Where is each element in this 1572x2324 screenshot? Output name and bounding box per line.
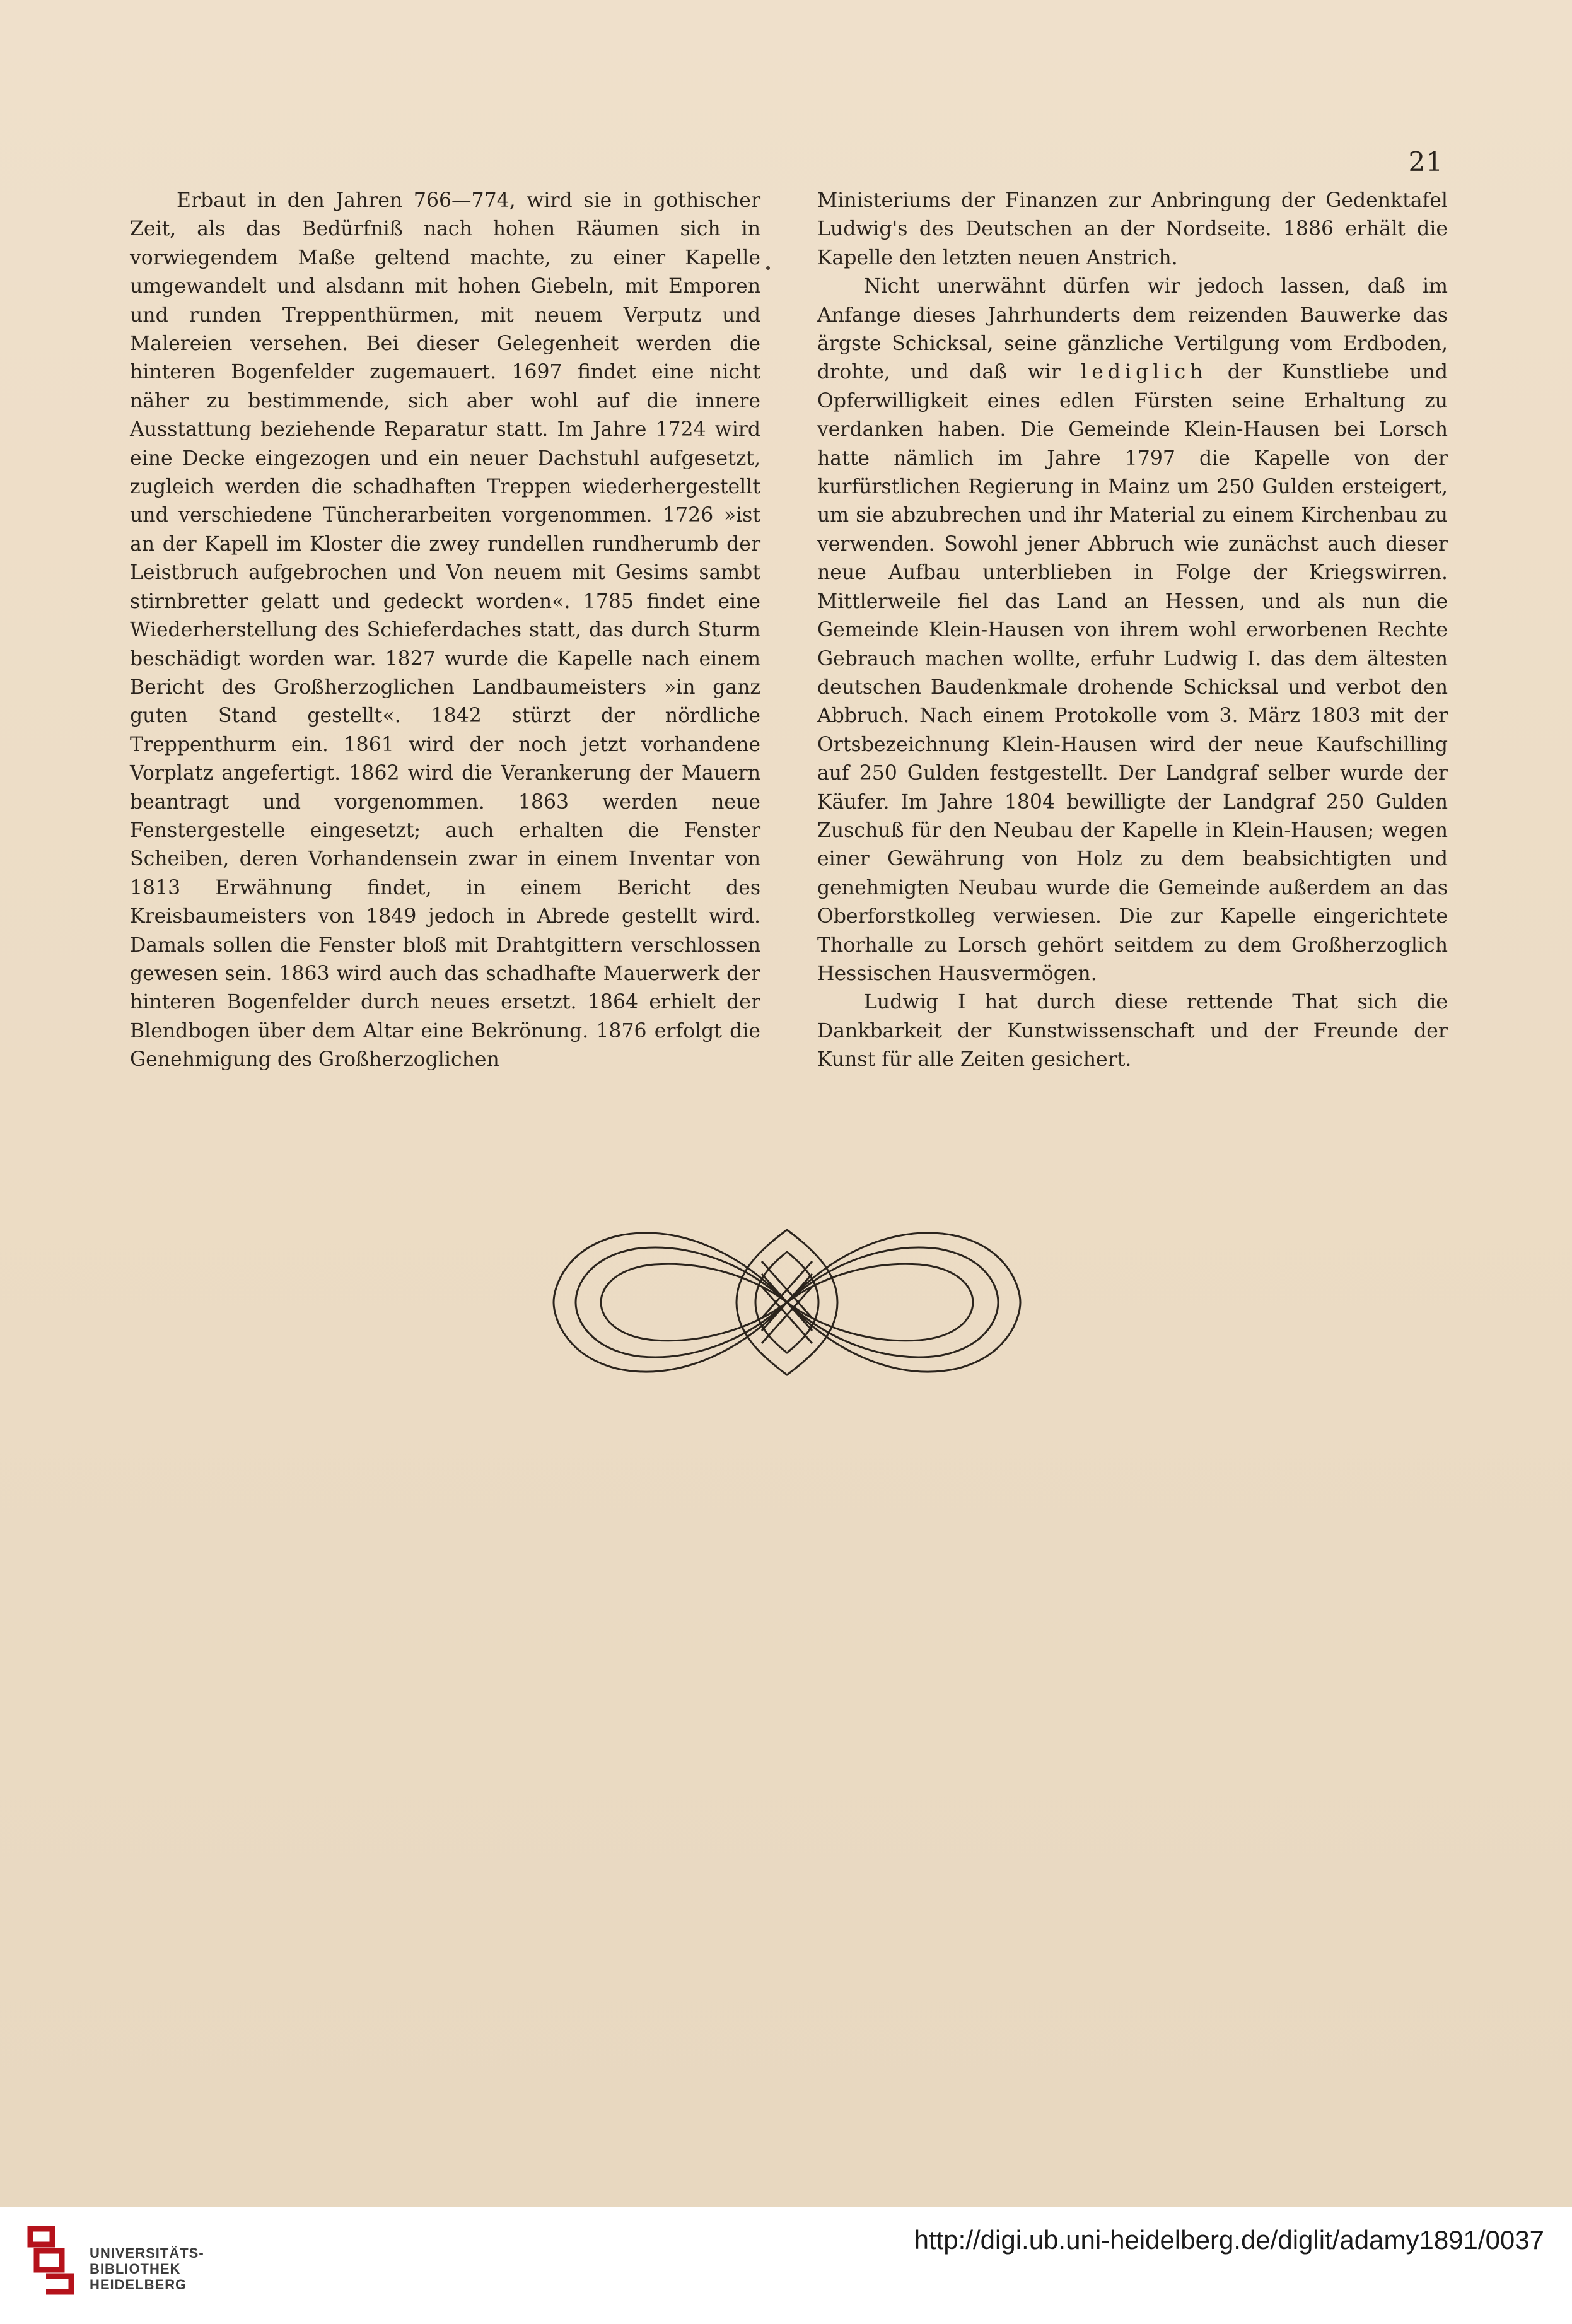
- library-logo-icon: [18, 2222, 81, 2298]
- body-paragraph: Ministeriums der Finanzen zur Anbringung der Gedenktafel Ludwig's des Deutschen an der Nordseite. 1886 erhält die Kapelle den letzten neuen Anstrich.: [817, 189, 1448, 269]
- text-column-right: [817, 187, 1448, 1075]
- body-paragraph: [817, 272, 1448, 988]
- body-paragraph: Ludwig I hat durch diese rettende That sich die Dankbarkeit der Kunstwissenschaft und der Freunde der Kunst für alle Zeiten gesichert.: [817, 991, 1448, 1071]
- text-column-left: [130, 187, 760, 1075]
- source-url-link[interactable]: http://digi.ub.uni-heidelberg.de/diglit/adamy1891/0037: [914, 2225, 1544, 2255]
- logo-line: BIBLIOTHEK: [90, 2261, 181, 2277]
- logo-line: UNIVERSITÄTS-: [90, 2245, 204, 2261]
- paragraph-text: Nicht unerwähnt dürfen wir jedoch lassen, daß im Anfange dieses Jahrhunderts dem reizenden Bauwerke das ärgste Schicksal, seine gänzliche Vertilgung vom Erdboden, drohte, und daß wir: [817, 275, 1448, 384]
- knot-ornament: [547, 1211, 1027, 1394]
- body-paragraph: Erbaut in den Jahren 766—774, wird sie in gothischer Zeit, als das Bedürfniß nach hohen Räumen sich in vorwiegendem Maße geltend machte, zu einer Kapelle umgewandelt und alsdann mit hohen Giebeln, mit Emporen und runden Treppenthürmen, mit neuem Verputz und Malereien versehen. Bei dieser Gelegenheit werden die hinteren Bogenfelder zugemauert. 1697 findet eine nicht näher zu bestimmende, sich aber wohl auf die innere Ausstattung beziehende Reparatur statt. Im Jahre 1724 wird eine Decke eingezogen und ein neuer Dachstuhl aufgesetzt, zugleich werden die schadhaften Treppen wiederhergestellt und verschiedene Tüncherarbeiten vorgenommen. 1726 »ist an der Kapell im Kloster die zwey rundellen rundherumb der Leistbruch aufgebrochen und Von neuem mit Gesims sambt stirnbretter gelatt und gedeckt worden«. 1785 findet eine Wiederherstellung des Schieferdaches statt, das durch Sturm beschädigt worden war. 1827 wurde die Kapelle nach einem Bericht des Großherzoglichen Landbaumeisters »in ganz guten Stand gestellt«. 1842 stürzt der nördliche Treppenthurm ein. 1861 wird der noch jetzt vorhandene Vorplatz angefertigt. 1862 wird die Verankerung der Mauern beantragt und vorgenommen. 1863 werden neue Fenstergestelle eingesetzt; auch erhalten die Fenster Scheiben, deren Vorhandensein zwar in einem Inventar von 1813 Erwähnung findet, in einem Bericht des Kreisbaumeisters von 1849 jedoch in Abrede gestellt wird. Damals sollen die Fenster bloß mit Drahtgittern verschlossen gewesen sein. 1863 wird auch das schadhafte Mauerwerk der hinteren Bogenfelder durch neues ersetzt. 1864 erhielt der Blendbogen über dem Altar eine Bekrönung. 1876 erfolgt die Genehmigung des Großherzoglichen: [130, 189, 760, 1071]
- ink-speck: [766, 266, 770, 270]
- emphasized-word: lediglich: [1081, 361, 1208, 384]
- library-logo-text: [90, 2245, 204, 2292]
- page-number: 21: [1408, 146, 1443, 177]
- logo-line: HEIDELBERG: [90, 2277, 187, 2292]
- paragraph-text: der Kunstliebe und Opferwilligkeit eines edlen Fürsten seine Erhaltung zu verdanken haben. Die Gemeinde Klein-Hausen bei Lorsch hatte nämlich im Jahre 1797 die Kapelle von der kurfürstlichen Regierung in Mainz um 250 Gulden ersteigert, um sie abzubrechen und ihr Material zu einem Kirchenbau zu verwenden. Sowohl jener Abbruch wie zunächst auch dieser neue Aufbau unterblieben in Folge der Kriegswirren. Mittlerweile fiel das Land an Hessen, und als nun die Gemeinde Klein-Hausen von ihrem wohl erworbenen Rechte Gebrauch machen wollte, erfuhr Ludwig I. das dem ältesten deutschen Baudenkmale drohende Schicksal und verbot den Abbruch. Nach einem Protokolle vom 3. März 1803 mit der Ortsbezeichnung Klein-Hausen wird der neue Kaufschilling auf 250 Gulden festgestellt. Der Landgraf selber wurde der Käufer. Im Jahre 1804 bewilligte der Landgraf 250 Gulden Zuschuß für den Neubau der Kapelle in Klein-Hausen; wegen einer Gewährung von Holz zu dem beabsichtigten und genehmigten Neubau wurde die Gemeinde außerdem an das Oberforstkolleg verwiesen. Die zur Kapelle eingerichtete Thorhalle zu Lorsch gehört seitdem zu dem Großherzoglich Hessischen Hausvermögen.: [817, 361, 1448, 985]
